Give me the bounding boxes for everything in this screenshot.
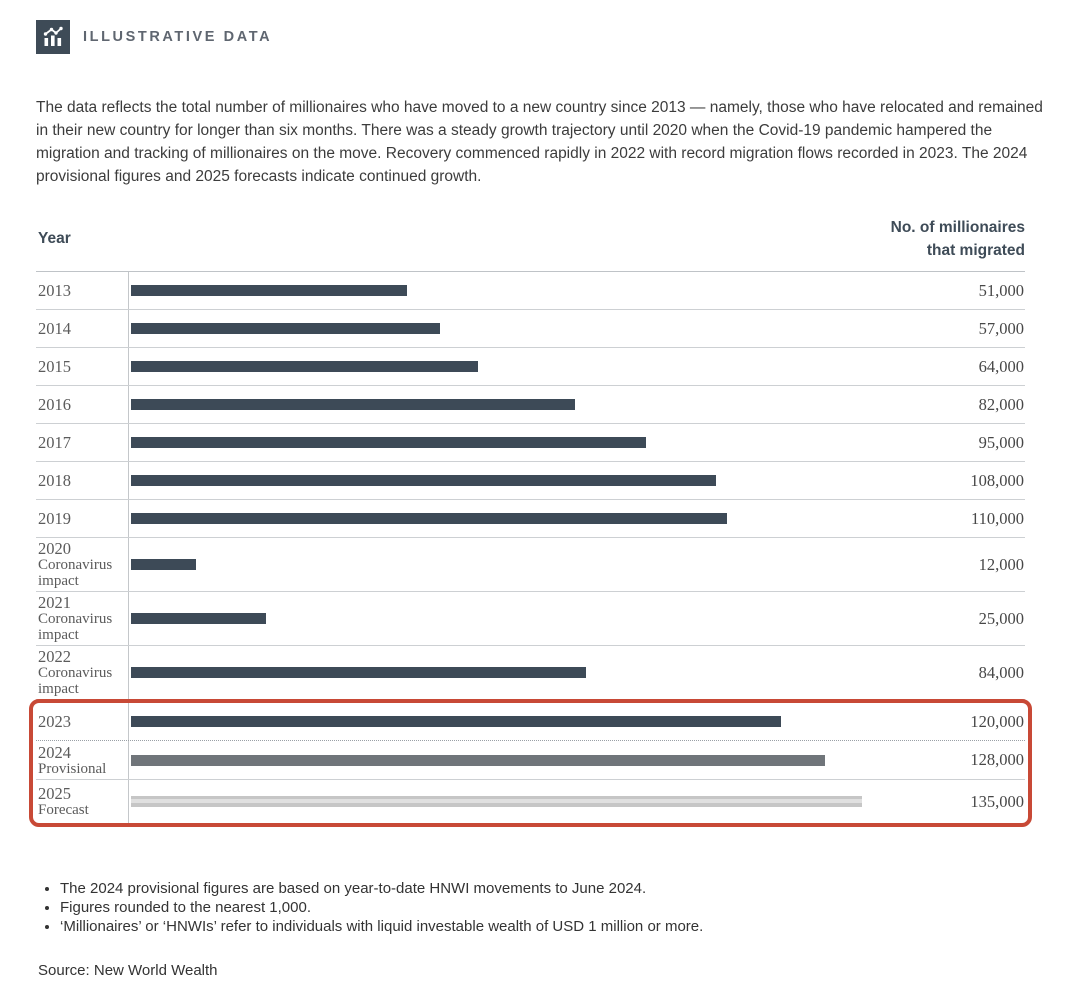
row-year-label: 2017 [38,433,71,452]
brand-label: ILLUSTRATIVE DATA [83,29,273,45]
bar [131,399,575,410]
bar-track [128,646,1025,699]
row-value: 110,000 [970,508,1024,528]
row-year-label: 2023 [38,712,71,731]
table-row [36,741,1025,780]
table-row [36,424,1025,462]
value-header-line2: that migrated [926,242,1025,259]
brand-header [36,20,1044,54]
chart-body [36,271,1025,827]
year-column-header: Year [38,230,71,247]
bar-track [128,500,1025,537]
row-year-label: 2020 Coronavirus impact [36,538,128,591]
bar [131,716,781,727]
bar [131,613,266,624]
column-headers [36,216,1025,271]
bar [131,361,478,372]
row-year-label: 2019 [38,509,71,528]
highlight-box [29,699,1032,827]
row-value: 84,000 [978,662,1024,682]
row-year-label: 2022 Coronavirus impact [36,646,128,699]
row-note: Coronavirus impact [38,557,113,589]
table-row [36,386,1025,424]
table-row [36,310,1025,348]
value-header-line1: No. of millionaires [890,219,1025,236]
row-value: 64,000 [978,356,1024,376]
table-row [36,348,1025,386]
footnote-item: • Figures rounded to the nearest 1,000. [60,898,1044,917]
row-value: 12,000 [978,554,1024,574]
bar-track [128,703,1025,740]
table-row [36,538,1025,592]
bar-chart-trend-icon [36,20,70,54]
row-value: 128,000 [970,750,1024,769]
bar-track [128,386,1025,423]
row-year-label: 2024 Provisional [36,741,128,779]
row-note: Coronavirus impact [38,611,113,643]
footnote-item: • ‘Millionaires’ or ‘HNWIs’ refer to individuals with liquid investable wealth of USD 1 million or more. [60,917,1044,936]
bar-track [128,780,1025,823]
intro-paragraph: The data reflects the total number of millionaires who have moved to a new country since 2013 — namely, those who have relocated and remained in their new country for longer than six months. There was a steady growth trajectory until 2020 when the Covid-19 pandemic hampered the migration and tracking of millionaires on the move. Recovery commenced rapidly in 2022 with record migration flows recorded in 2023. The 2024 provisional figures and 2025 forecasts indicate continued growth. [36,99,1043,185]
bar-track [128,592,1025,645]
table-row [36,462,1025,500]
bar [131,513,727,524]
row-value: 135,000 [970,791,1024,811]
bar-track [128,462,1025,499]
row-year-label: 2021 Coronavirus impact [36,592,128,645]
row-note: Coronavirus impact [38,665,113,697]
bar [131,755,825,766]
row-value: 95,000 [978,432,1024,452]
row-year-label: 2016 [38,395,71,414]
bar [131,323,440,334]
bar-track [128,310,1025,347]
row-value: 57,000 [978,318,1024,338]
table-row [36,703,1025,741]
bar [131,667,586,678]
table-row [36,646,1025,700]
row-value: 82,000 [978,394,1024,414]
millionaire-migration-chart [36,216,1025,827]
table-row [36,500,1025,538]
row-value: 51,000 [978,280,1024,300]
row-year-label: 2013 [38,281,71,300]
table-row [36,780,1025,823]
row-year-label: 2018 [38,471,71,490]
row-note: Provisional [38,760,107,777]
row-year-label: 2015 [38,357,71,376]
chart-rows [36,272,1025,700]
bar [131,437,646,448]
footnote-item: • The 2024 provisional figures are based on year-to-date HNWI movements to June 2024. [60,879,1044,898]
row-value: 120,000 [970,711,1024,731]
row-value: 108,000 [970,470,1024,490]
table-row [36,272,1025,310]
row-note: Forecast [38,802,89,818]
bar-track [128,741,1025,779]
bar-track [128,424,1025,461]
bar-track [128,272,1025,309]
footnotes-list [36,879,1044,936]
bar [131,559,196,570]
table-row [36,592,1025,646]
bar-track [128,538,1025,591]
row-value: 25,000 [978,608,1024,628]
row-year-label: 2014 [38,319,71,338]
source-text: Source: New World Wealth [38,962,218,979]
bar [131,285,407,296]
bar-track [128,348,1025,385]
value-column-header [891,216,1025,262]
bar [131,475,716,486]
row-year-label: 2025 Forecast [36,780,128,823]
bar [131,796,862,807]
